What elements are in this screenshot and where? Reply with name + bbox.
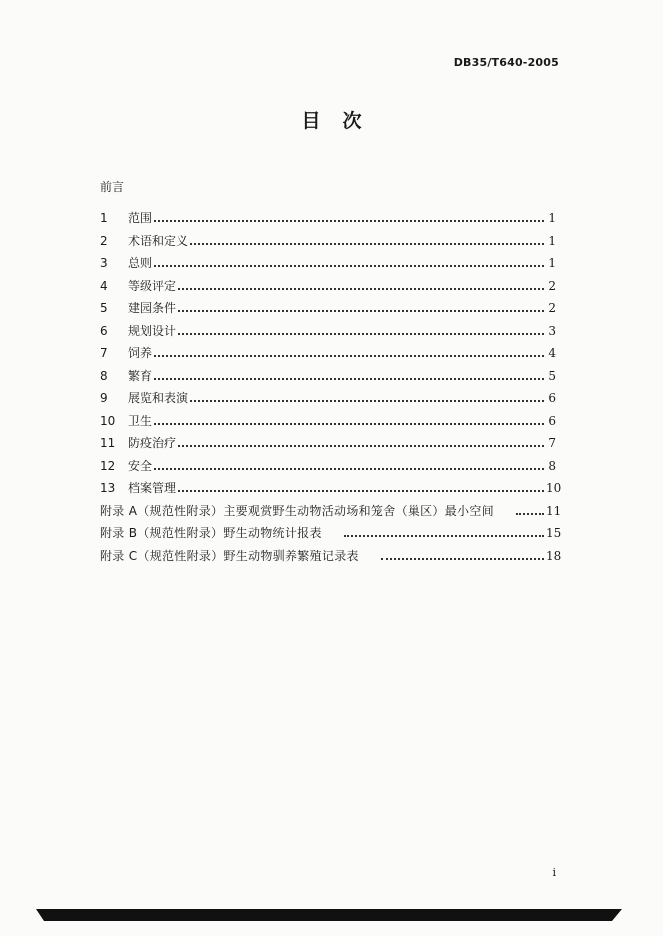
toc-entry[interactable] bbox=[100, 428, 556, 451]
toc-appendix-label: 附录 C（规范性附录）野生动物驯养繁殖记录表 bbox=[100, 548, 359, 563]
toc-entry-number: 5 bbox=[100, 301, 108, 315]
toc-entry-label: 饲养 bbox=[128, 346, 153, 360]
page-title: 目次 bbox=[301, 110, 384, 132]
toc-entry[interactable] bbox=[100, 270, 556, 293]
document-code: DB35/T640-2005 bbox=[453, 56, 559, 69]
toc-leader-dots bbox=[190, 243, 544, 245]
toc-leader-dots bbox=[178, 333, 544, 335]
toc-entry[interactable] bbox=[100, 315, 556, 338]
toc-entry-page: 1 bbox=[548, 211, 556, 225]
table-of-contents bbox=[100, 180, 562, 563]
toc-entry-label: 术语和定义 bbox=[128, 233, 189, 248]
toc-entry-page: 7 bbox=[548, 436, 556, 450]
toc-entry[interactable] bbox=[100, 248, 556, 271]
toc-leader-dots bbox=[178, 310, 544, 312]
toc-leader-dots bbox=[154, 220, 544, 222]
toc-entry-page: 4 bbox=[548, 346, 556, 360]
toc-entry[interactable] bbox=[100, 225, 556, 248]
toc-appendix-page: 15 bbox=[546, 526, 562, 540]
toc-entry-page: 6 bbox=[548, 391, 556, 405]
toc-appendices bbox=[100, 495, 562, 563]
toc-entry-number: 12 bbox=[100, 458, 116, 473]
toc-appendix-label: 附录 B（规范性附录）野生动物统计报表 bbox=[100, 526, 322, 540]
toc-entry-label: 建园条件 bbox=[128, 301, 177, 315]
toc-entry-page: 2 bbox=[548, 301, 556, 315]
toc-entry-number: 4 bbox=[100, 278, 108, 293]
toc-entry-label: 繁育 bbox=[128, 368, 153, 383]
toc-entry-label: 卫生 bbox=[128, 413, 153, 428]
toc-entry-label: 展览和表演 bbox=[128, 391, 189, 405]
toc-leader-dots bbox=[154, 265, 544, 267]
toc-appendix-entry[interactable] bbox=[100, 518, 562, 541]
toc-entry-page: 5 bbox=[548, 368, 556, 383]
toc-leader-dots bbox=[154, 355, 544, 357]
toc-entry-number: 3 bbox=[100, 256, 108, 270]
toc-entry-number: 8 bbox=[100, 368, 108, 383]
toc-leader-dots bbox=[190, 400, 544, 402]
toc-entry-page: 3 bbox=[548, 323, 556, 338]
toc-entry[interactable] bbox=[100, 473, 562, 496]
toc-sections bbox=[100, 203, 562, 496]
toc-entry-label: 总则 bbox=[128, 256, 153, 270]
toc-entry-number: 7 bbox=[100, 346, 108, 360]
toc-entry-label: 范围 bbox=[128, 211, 153, 225]
toc-leader-dots bbox=[381, 558, 544, 560]
toc-entry[interactable] bbox=[100, 450, 556, 473]
toc-leader-dots bbox=[154, 378, 544, 380]
toc-leader-dots bbox=[154, 468, 544, 470]
toc-entry-number: 1 bbox=[100, 211, 108, 225]
toc-entry-number: 13 bbox=[100, 481, 116, 495]
toc-entry-page: 8 bbox=[548, 458, 556, 473]
toc-entry[interactable] bbox=[100, 293, 556, 316]
toc-entry-number: 11 bbox=[100, 436, 116, 450]
toc-entry-page: 6 bbox=[548, 413, 556, 428]
page-number: i bbox=[552, 866, 556, 879]
toc-entry[interactable] bbox=[100, 203, 556, 226]
toc-entry-number: 10 bbox=[100, 413, 116, 428]
toc-appendix-label: 附录 A（规范性附录）主要观赏野生动物活动场和笼舍（巢区）最小空间 bbox=[100, 503, 494, 518]
toc-leader-dots bbox=[344, 535, 544, 537]
toc-leader-dots bbox=[178, 288, 544, 290]
toc-entry-number: 2 bbox=[100, 233, 108, 248]
toc-entry-page: 1 bbox=[548, 256, 556, 270]
toc-entry-page: 10 bbox=[546, 481, 562, 495]
toc-entry-label: 等级评定 bbox=[128, 278, 177, 293]
toc-entry[interactable] bbox=[100, 383, 556, 406]
toc-appendix-page: 11 bbox=[546, 503, 562, 518]
toc-entry[interactable] bbox=[100, 338, 556, 361]
toc-entry-label: 规划设计 bbox=[128, 323, 177, 338]
toc-leader-dots bbox=[178, 490, 544, 492]
toc-entry-label: 防疫治疗 bbox=[128, 436, 177, 450]
toc-appendix-entry[interactable] bbox=[100, 540, 562, 563]
toc-entry[interactable] bbox=[100, 360, 556, 383]
toc-entry[interactable] bbox=[100, 405, 556, 428]
toc-entry-page: 1 bbox=[548, 233, 556, 248]
toc-leader-dots bbox=[154, 423, 544, 425]
toc-entry-label: 安全 bbox=[128, 458, 153, 473]
toc-leader-dots bbox=[178, 445, 544, 447]
toc-preface[interactable]: 前言 bbox=[100, 180, 125, 194]
toc-entry-label: 档案管理 bbox=[128, 481, 177, 495]
toc-leader-dots bbox=[516, 513, 544, 515]
toc-entry-page: 2 bbox=[548, 278, 556, 293]
toc-appendix-entry[interactable] bbox=[100, 495, 562, 518]
toc-appendix-page: 18 bbox=[546, 548, 562, 563]
toc-entry-number: 9 bbox=[100, 391, 108, 405]
toc-entry-number: 6 bbox=[100, 323, 108, 338]
footer-rule bbox=[36, 909, 622, 921]
